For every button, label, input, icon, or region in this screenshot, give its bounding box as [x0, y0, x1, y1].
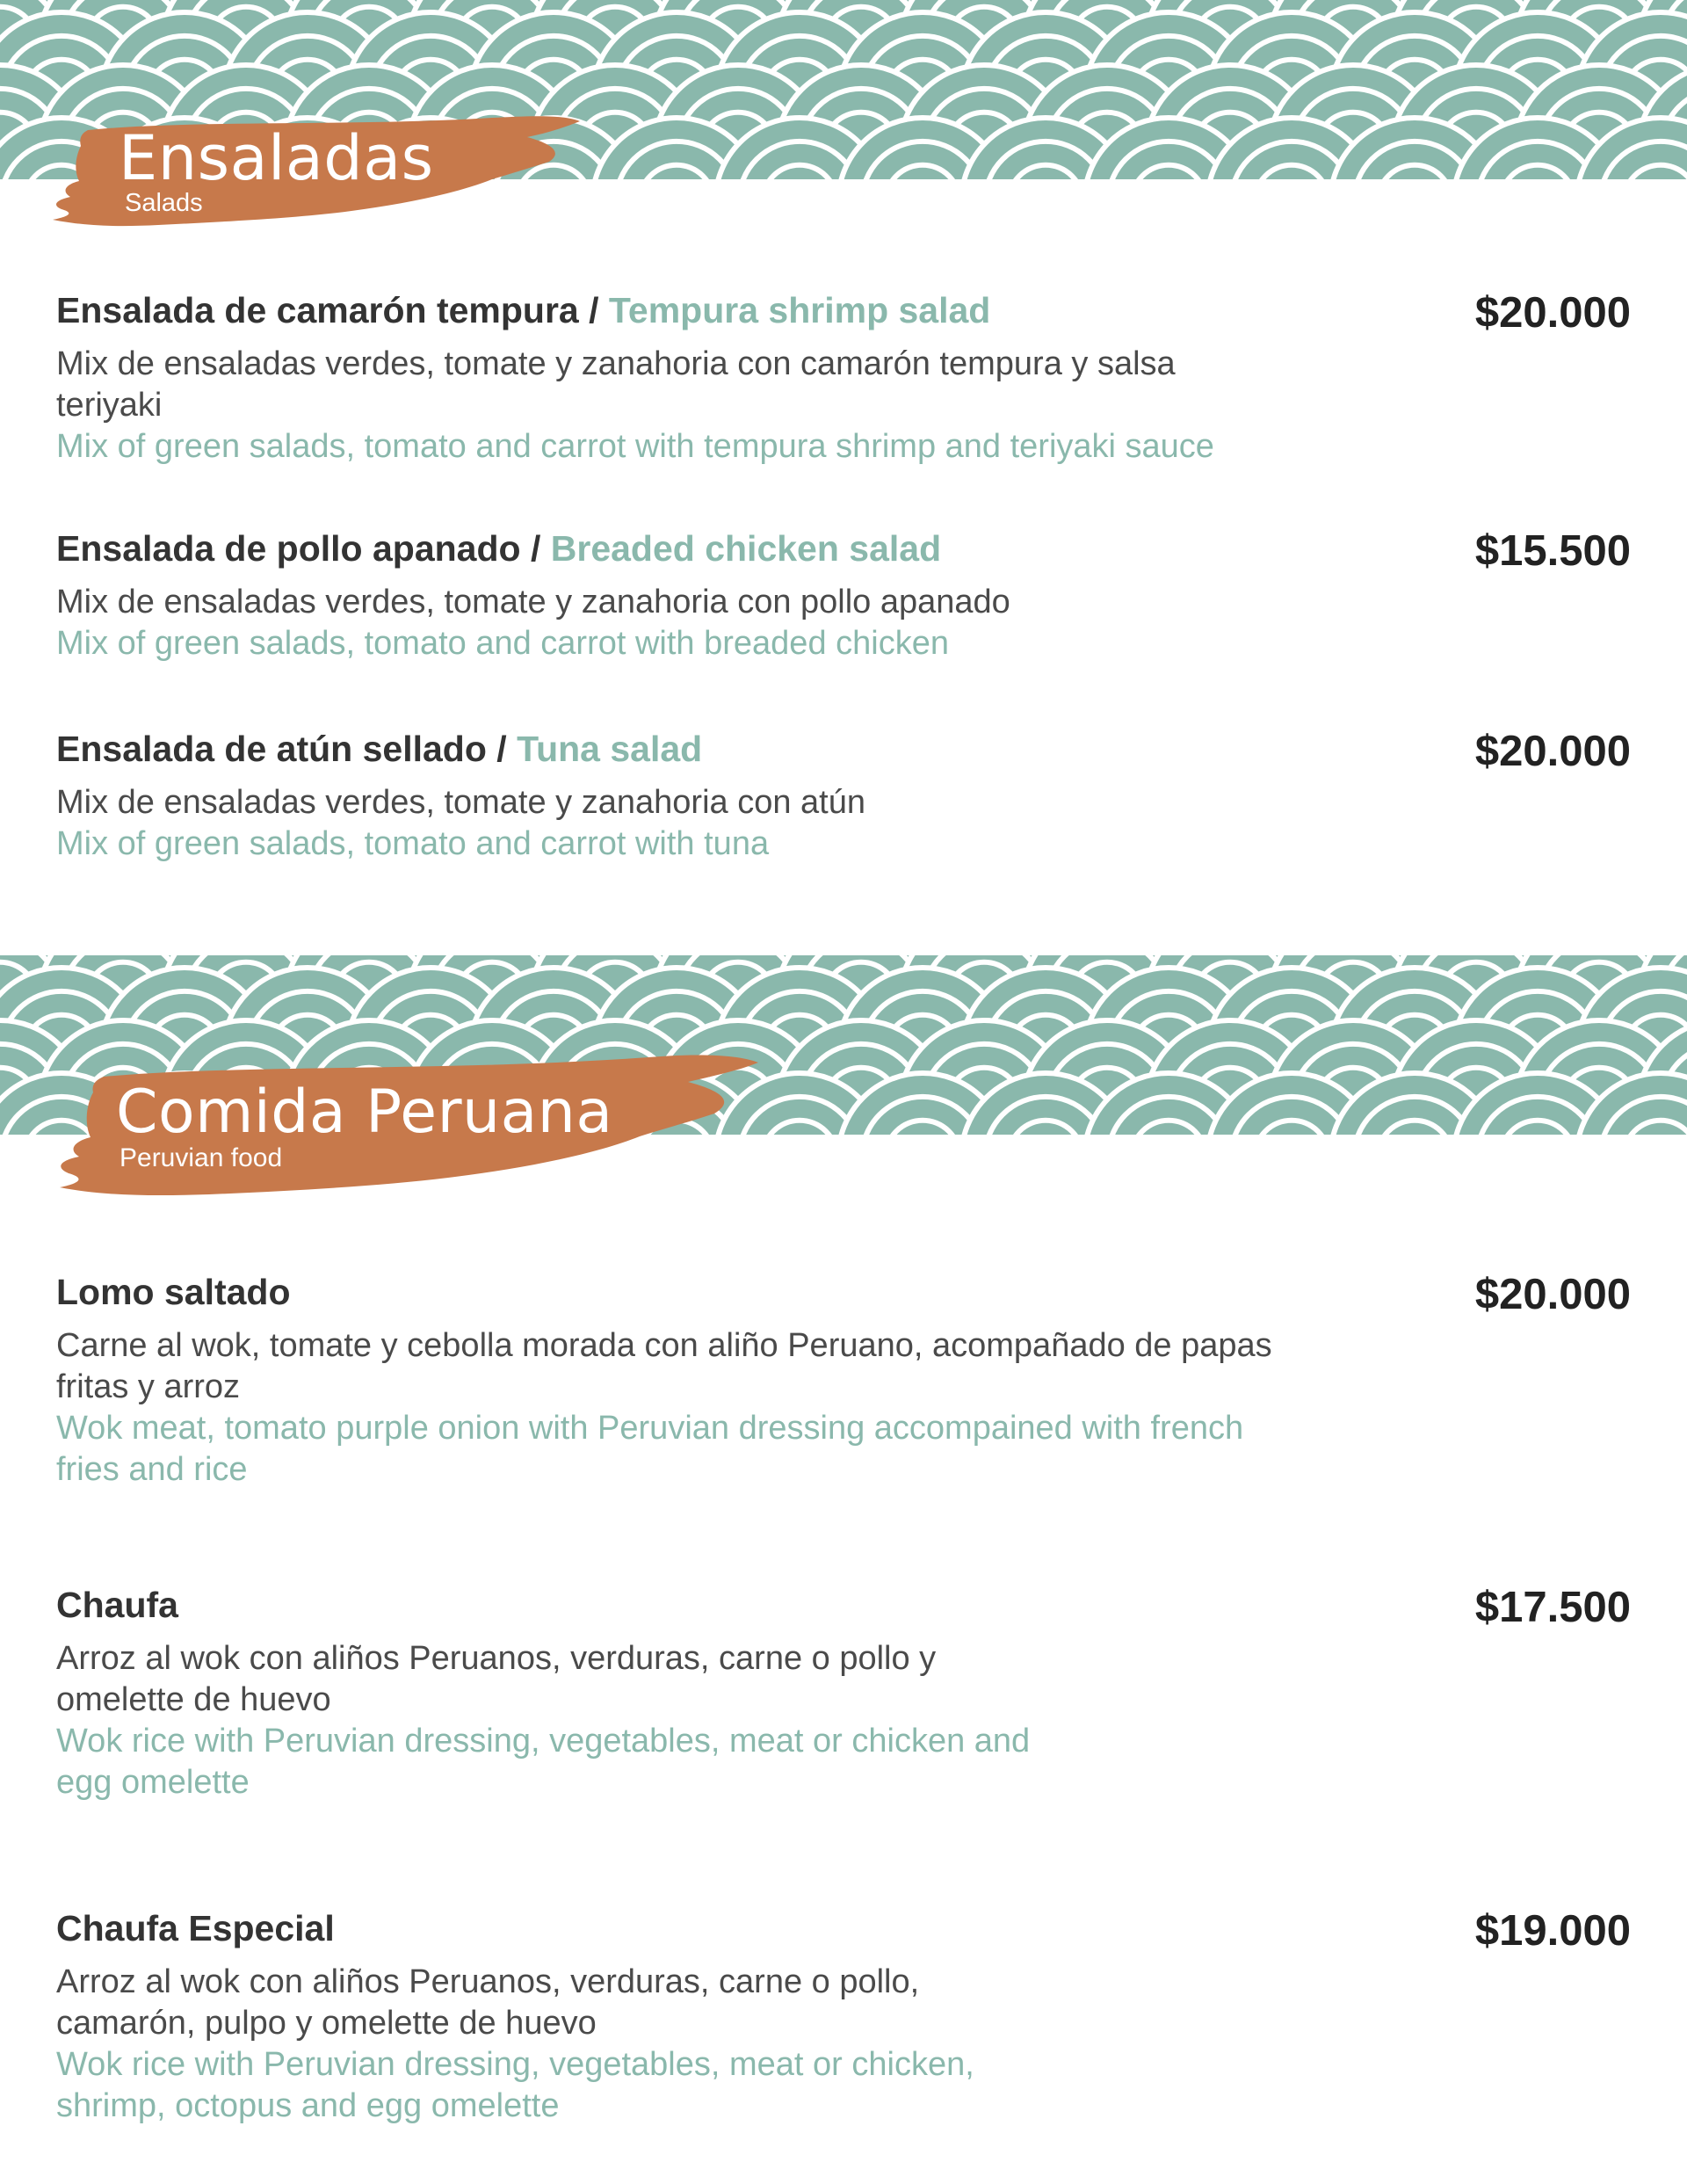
item-name	[56, 526, 1631, 571]
item-name-es: Lomo saltado	[56, 1272, 291, 1312]
item-price: $20.000	[1474, 1271, 1631, 1318]
menu-item	[56, 287, 1631, 468]
item-name	[56, 287, 1631, 333]
item-description-es: Mix de ensaladas verdes, tomate y zanahoria con pollo apanado	[56, 584, 1010, 620]
item-description-es: Mix de ensaladas verdes, tomate y zanahoria con atún	[56, 784, 865, 821]
section-title: Ensaladas	[119, 122, 434, 194]
menu-item	[56, 1582, 1631, 1803]
menu-item	[56, 726, 1631, 865]
item-name-es: Chaufa Especial	[56, 1908, 335, 1948]
menu-item	[56, 526, 1631, 664]
item-price: $17.500	[1474, 1584, 1631, 1631]
item-name	[56, 1905, 1631, 1951]
item-name-es: Ensalada de pollo apanado	[56, 528, 521, 569]
item-name-es: Chaufa	[56, 1585, 178, 1625]
section-title: Comida Peruana	[116, 1077, 613, 1147]
item-price: $20.000	[1474, 728, 1631, 775]
item-name-en: Tuna salad	[517, 729, 703, 769]
section-subtitle: Salads	[125, 189, 203, 217]
item-description-es: Mix de ensaladas verdes, tomate y zanahoria con camarón tempura y salsa teriyaki	[56, 345, 1176, 424]
item-name-en: Tempura shrimp salad	[608, 290, 991, 330]
menu-item	[56, 1269, 1631, 1491]
item-name	[56, 1582, 1631, 1628]
item-description-en: Mix of green salads, tomato and carrot with breaded chicken	[56, 625, 949, 662]
item-description-es: Carne al wok, tomate y cebolla morada con aliño Peruano, acompañado de papas fritas y arroz	[56, 1327, 1272, 1405]
item-price: $20.000	[1474, 289, 1631, 337]
item-name-es: Ensalada de atún sellado	[56, 729, 487, 769]
item-description-en: Wok rice with Peruvian dressing, vegetables, meat or chicken, shrimp, octopus and egg omelette	[56, 2046, 974, 2124]
name-separator: /	[486, 729, 518, 769]
section-subtitle: Peruvian food	[119, 1143, 283, 1172]
name-separator: /	[578, 290, 609, 330]
item-description-es: Arroz al wok con aliños Peruanos, verduras, carne o pollo y omelette de huevo	[56, 1640, 937, 1718]
item-name	[56, 1269, 1631, 1315]
item-description-en: Mix of green salads, tomato and carrot with tuna	[56, 825, 770, 862]
item-name	[56, 726, 1631, 772]
item-name-en: Breaded chicken salad	[550, 528, 942, 569]
menu-item	[56, 1905, 1631, 2127]
item-name-es: Ensalada de camarón tempura	[56, 290, 579, 330]
item-description-en: Wok rice with Peruvian dressing, vegetables, meat or chicken and egg omelette	[56, 1723, 1031, 1801]
name-separator: /	[520, 528, 551, 569]
item-price: $15.500	[1474, 527, 1631, 575]
item-description-es: Arroz al wok con aliños Peruanos, verduras, carne o pollo, camarón, pulpo y omelette de huevo	[56, 1963, 920, 2042]
item-description-en: Wok meat, tomato purple onion with Peruvian dressing accompained with french fries and rice	[56, 1410, 1244, 1488]
item-price: $19.000	[1474, 1907, 1631, 1955]
item-description-en: Mix of green salads, tomato and carrot with tempura shrimp and teriyaki sauce	[56, 428, 1214, 465]
